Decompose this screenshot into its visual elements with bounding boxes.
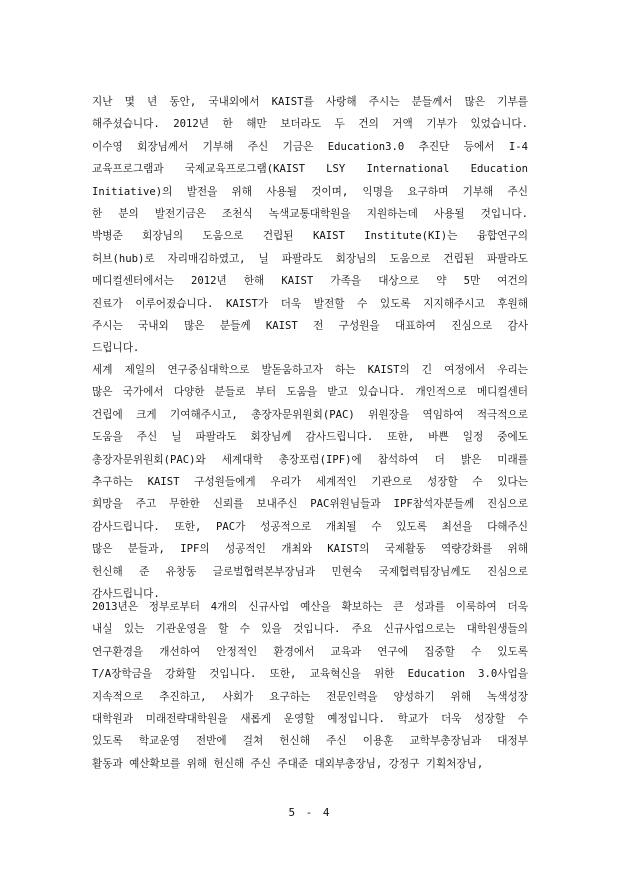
text-line: 세계 제일의 연구중심대학으로 발돋움하고자 하는 KAIST의 긴 여정에서 우리는 [92, 364, 528, 376]
text-line: 활동과 예산확보를 위해 헌신해 주신 주대준 대외부총장님, 강정구 기획처장님, [92, 757, 484, 770]
text-line: 허브(hub)로 자리매김하였고, 닐 파팔라도 회장님의 도움으로 건립된 파팔라도 [92, 252, 528, 265]
paragraph-new-projects [92, 596, 528, 775]
text-line: 해주셨습니다. 2012년 한 해만 보더라도 두 건의 거액 기부가 있었습니다. [92, 118, 528, 131]
page-number: 5 - 4 [288, 806, 332, 819]
text-line: 교육프로그램과 국제교육프로그램(KAIST LSY International Education [92, 163, 528, 176]
text-line: 2013년은 정부로부터 4개의 신규사업 예산을 확보하는 큰 성과를 이룩하여 더욱 [92, 601, 528, 613]
text-line: 지속적으로 추진하고, 사회가 요구하는 전문인력을 양성하기 위해 녹색성장 [92, 690, 528, 703]
paragraph-international-support [92, 359, 528, 605]
text-line: 감사드립니다. [92, 587, 160, 600]
text-line: 박병준 회장님의 도움으로 건립된 KAIST Institute(KI)는 융합연구의 [92, 230, 528, 243]
text-line: 희망을 주고 무한한 신뢰를 보내주신 PAC위원님들과 IPF참석자분들께 진심으로 [92, 498, 528, 511]
text-line: 건립에 크게 기여해주시고, 총장자문위원회(PAC) 위원장을 역임하여 적극적으로 [92, 408, 528, 421]
text-line: 드립니다. [92, 342, 140, 355]
text-line: 있도록 학교운영 전반에 걸쳐 헌신해 주신 이용훈 교학부총장님과 대정부 [92, 735, 528, 748]
text-line: 감사드립니다. 또한, PAC가 성공적으로 개최될 수 있도록 최선을 다해주신 [92, 520, 528, 533]
text-line: 연구환경을 개선하여 안정적인 환경에서 교육과 연구에 집중할 수 있도록 [92, 645, 528, 658]
text-line: 총장자문위원회(PAC)와 세계대학 총장포럼(IPF)에 참석하여 더 밝은 미래를 [92, 453, 528, 466]
text-line: 이수영 회장님께서 기부해 주신 기금은 Education3.0 추진단 등에서 I-4 [92, 140, 528, 153]
text-line: 한 분의 발전기금은 조천식 녹색교통대학원을 지원하는데 사용될 것입니다. [92, 207, 528, 220]
text-line: 진료가 이루어졌습니다. KAIST가 더욱 발전할 수 있도록 지지해주시고 후원해 [92, 297, 528, 310]
text-line: Initiative)의 발전을 위해 사용될 것이며, 익명을 요구하며 기부해 주신 [92, 185, 528, 198]
text-line: 많은 국가에서 다양한 분들로 부터 도움을 받고 있습니다. 개인적으로 메디컬센터 [92, 386, 528, 399]
paragraph-donations [92, 91, 528, 360]
text-line: 도움을 주신 닐 파팔라도 회장님께 감사드립니다. 또한, 바쁜 일정 중에도 [92, 431, 528, 444]
text-line: 헌신해 준 유창동 글로벌협력본부장님과 민현숙 국제협력팀장님께도 진심으로 [92, 565, 528, 578]
text-line: 추구하는 KAIST 구성원들에게 우리가 세계적인 기관으로 성장할 수 있다는 [92, 475, 528, 488]
text-line: T/A장학금을 강화할 것입니다. 또한, 교육혁신을 위한 Education 3.0사업을 [92, 668, 528, 681]
text-line: 내실 있는 기관운영을 할 수 있을 것입니다. 주요 신규사업으로는 대학원생들의 [92, 623, 528, 636]
text-line: 주시는 국내외 많은 분들께 KAIST 전 구성원을 대표하여 진심으로 감사 [92, 319, 528, 332]
text-line: 지난 몇 년 동안, 국내외에서 KAIST를 사랑해 주시는 분들께서 많은 기부를 [92, 96, 528, 108]
text-line: 많은 분들과, IPF의 성공적인 개최와 KAIST의 국제활동 역량강화를 위해 [92, 543, 528, 556]
text-line: 메디컬센터에서는 2012년 한해 KAIST 가족을 대상으로 약 5만 여건의 [92, 275, 528, 288]
text-line: 대학원과 미래전략대학원을 새롭게 운영할 예정입니다. 학교가 더욱 성장할 수 [92, 712, 528, 725]
